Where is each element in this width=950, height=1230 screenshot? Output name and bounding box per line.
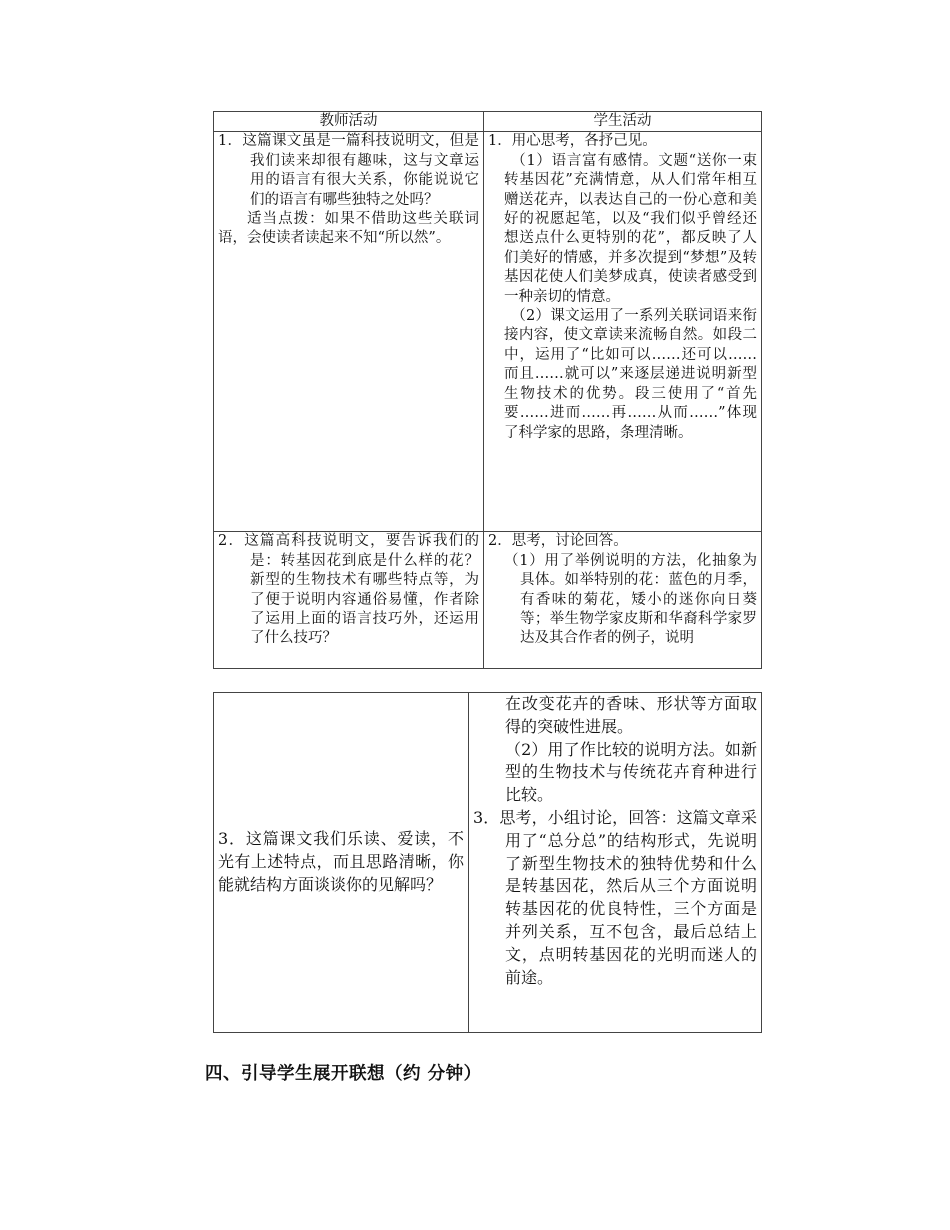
student-cell [469, 693, 762, 1033]
student-cell [484, 132, 762, 532]
student-answer-2-point-1: （1）用了举例说明的方法，化抽象为具体。如举特别的花：蓝色的月季，有香味的菊花，矮小的迷你向日葵等；举生物学家皮斯和华裔科学家罗达及其合作者的例子，说明 [504, 552, 757, 647]
header-student-activity: 学生活动 [484, 112, 762, 132]
teacher-question-1: 1．这篇课文虽是一篇科技说明文，但是我们读来却很有趣味，这与文章运用的语言有很大关系，你能说说它们的语言有哪些独特之处吗？ [218, 133, 479, 208]
table-header-row [214, 112, 762, 132]
activity-table-part2 [213, 692, 762, 1033]
student-answer-2: 2．思考，讨论回答。 [488, 533, 628, 550]
student-answer-1-point-2: （2）课文运用了一系列关联词语来衔接内容，使文章读来流畅自然。如段二中，运用了“比如可以……还可以……而且……就可以”来逐层递进说明新型生物技术的优势。段三使用了“首先要……进而……再……从而……”体现了科学家的思路，条理清晰。 [504, 308, 757, 441]
teacher-hint-1: 适当点拨：如果不借助这些关联词语，会使读者读起来不知“所以然”。 [218, 211, 479, 247]
section-heading: 四、引导学生展开联想（约 分钟） [205, 1064, 482, 1084]
teacher-cell [214, 693, 469, 1033]
student-answer-1-point-1: （1）语言富有感情。文题“送你一束转基因花”充满情意，从人们常年相互赠送花卉，以表达自己的一份心意和美好的祝愿起笔，以及“我们似乎曾经还想送点什么更特别的花”，都反映了人们美好的情感，并多次提到“梦想”及转基因花使人们美梦成真，使读者感受到一种亲切的情意。 [504, 152, 757, 305]
table-row [214, 132, 762, 532]
student-answer-2-point-2: （2）用了作比较的说明方法。如新型的生物技术与传统花卉育种进行比较。 [505, 739, 757, 805]
teacher-question-2: 2．这篇高科技说明文，要告诉我们的是：转基因花到底是什么样的花？新型的生物技术有哪些特点等，为了便于说明内容通俗易懂，作者除了运用上面的语言技巧外，还运用了什么技巧？ [218, 533, 479, 647]
teacher-cell [214, 532, 484, 669]
student-answer-1: 1．用心思考，各抒己见。 [488, 133, 657, 150]
header-teacher-activity: 教师活动 [214, 112, 484, 132]
teacher-cell [214, 132, 484, 532]
student-answer-2-continued: 在改变花卉的香味、形状等方面取得的突破性进展。 [505, 694, 757, 736]
student-cell [484, 532, 762, 669]
student-answer-3: 3．思考，小组讨论，回答：这篇文章采用了“总分总”的结构形式，先说明了新型生物技术的独特优势和什么是转基因花，然后从三个方面说明转基因花的优良特性，三个方面是并列关系，互不包含，最后总结上文，点明转基因花的光明而迷人的前途。 [473, 807, 757, 987]
teacher-question-3: 3．这篇课文我们乐读、爱读，不光有上述特点，而且思路清晰，你能就结构方面谈谈你的见解吗？ [218, 829, 464, 894]
activity-table-part1 [213, 111, 762, 669]
table-row [214, 693, 762, 1033]
table-row [214, 532, 762, 669]
